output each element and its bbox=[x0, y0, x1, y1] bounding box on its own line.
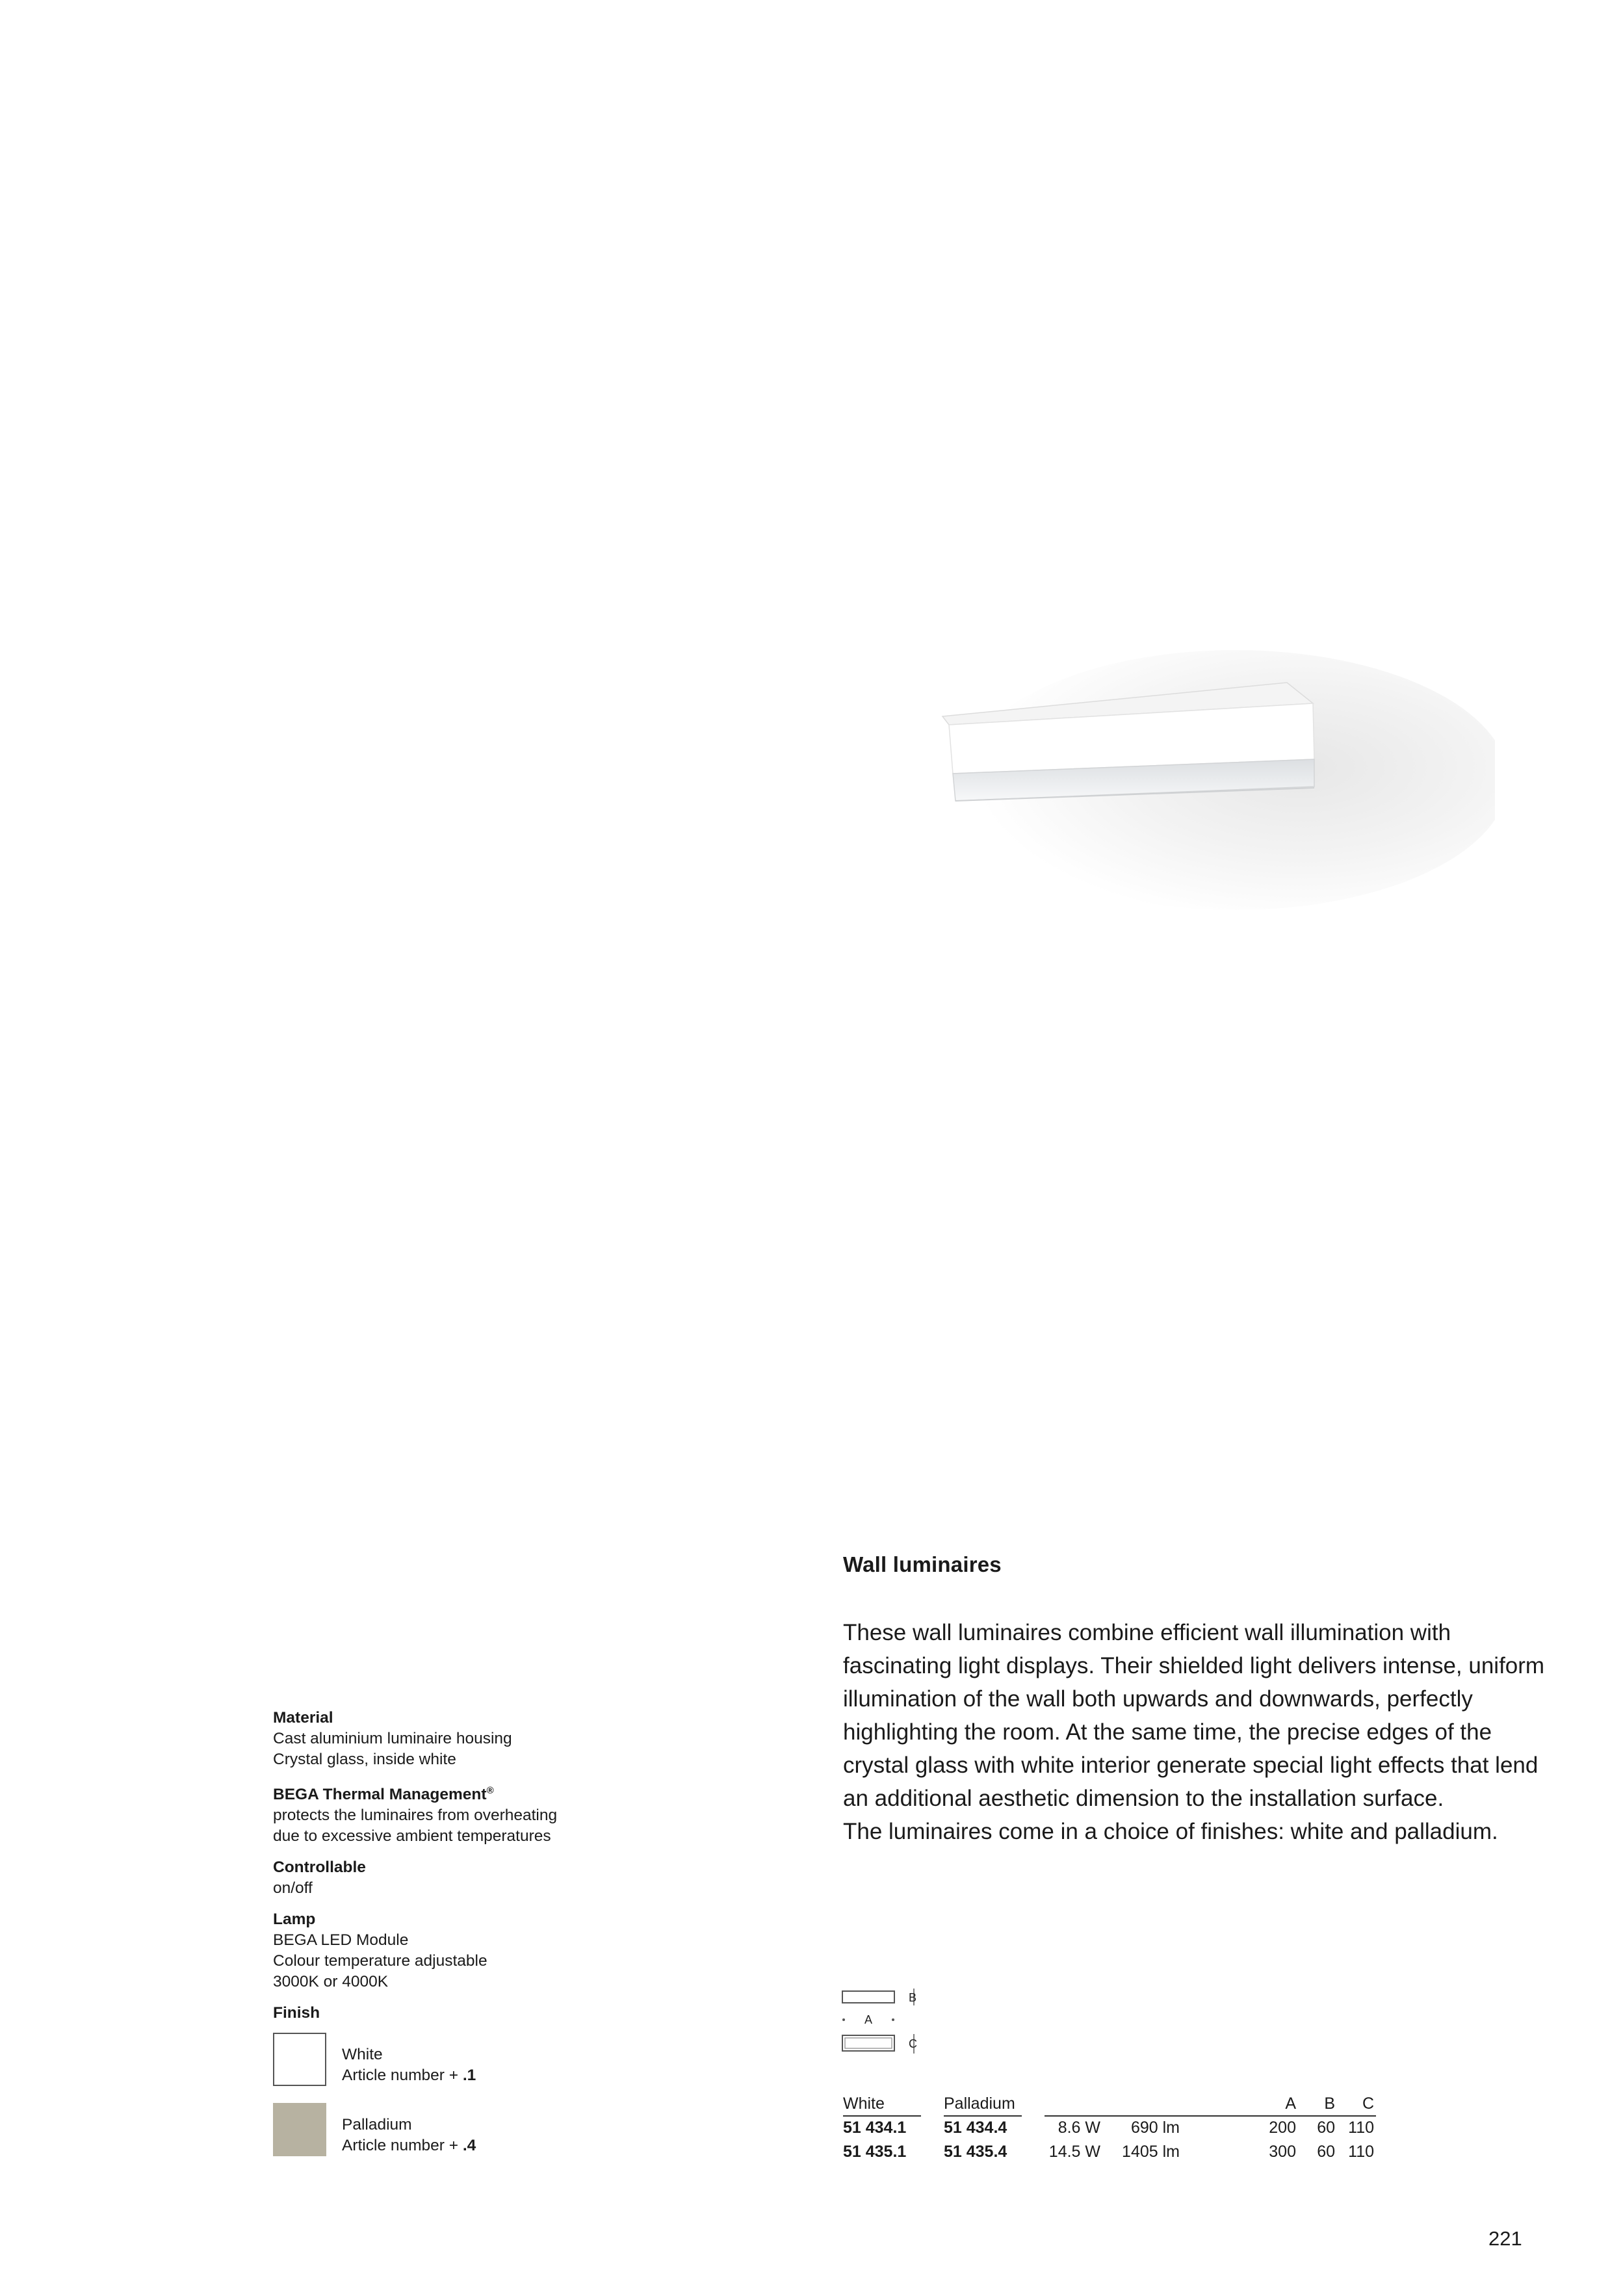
article-suffix: .1 bbox=[462, 2067, 476, 2085]
cell-lumen: 1405 lm bbox=[1122, 2143, 1180, 2161]
spec-finish bbox=[273, 2003, 611, 2161]
dim-label-c: C bbox=[909, 2037, 917, 2050]
spec-material-title: Material bbox=[273, 1709, 333, 1727]
cell-palladium-article: 51 434.4 bbox=[944, 2119, 1007, 2137]
spec-lamp bbox=[273, 1909, 611, 1992]
header-underline bbox=[1045, 2115, 1376, 2117]
spec-finish-title: Finish bbox=[273, 2004, 320, 2022]
spec-control bbox=[273, 1857, 611, 1899]
spec-thermal bbox=[273, 1781, 611, 1847]
spec-material-line: Cast aluminium luminaire housing bbox=[273, 1730, 512, 1747]
article-suffix: .4 bbox=[462, 2137, 476, 2155]
cell-white-article: 51 435.1 bbox=[843, 2143, 907, 2161]
finish-text bbox=[342, 2044, 476, 2086]
cell-white-article: 51 434.1 bbox=[843, 2119, 907, 2137]
cell-lumen: 690 lm bbox=[1130, 2119, 1180, 2137]
dim-dot bbox=[892, 2018, 894, 2021]
finish-option-palladium bbox=[273, 2103, 611, 2161]
spec-lamp-line: 3000K or 4000K bbox=[273, 1973, 389, 1991]
col-header-c: C bbox=[1362, 2094, 1374, 2113]
registered-mark: ® bbox=[486, 1785, 494, 1796]
header-underline bbox=[843, 2115, 921, 2117]
diagram-front-inner bbox=[845, 2038, 892, 2048]
cell-a: 200 bbox=[1269, 2119, 1296, 2137]
section-heading: Wall luminaires bbox=[843, 1552, 1002, 1576]
finish-article bbox=[342, 2135, 476, 2156]
spec-control-line: on/off bbox=[273, 1879, 313, 1898]
spec-thermal-line: due to excessive ambient temperatures bbox=[273, 1827, 551, 1846]
spec-control-title: Controllable bbox=[273, 1859, 366, 1877]
dim-label-a: A bbox=[864, 2013, 873, 2026]
article-prefix: Article number + bbox=[342, 2137, 463, 2155]
spec-lamp-line: BEGA LED Module bbox=[273, 1931, 409, 1950]
finish-text bbox=[342, 2115, 476, 2156]
intro-text bbox=[843, 1616, 1545, 1848]
thermal-title-text: BEGA Thermal Management bbox=[273, 1786, 487, 1804]
cell-a: 300 bbox=[1269, 2143, 1296, 2161]
cell-watt: 8.6 W bbox=[1058, 2119, 1100, 2137]
article-prefix: Article number + bbox=[342, 2067, 463, 2085]
spec-thermal-title bbox=[273, 1781, 611, 1805]
spec-thermal-line: protects the luminaires from overheating bbox=[273, 1807, 558, 1825]
cell-c: 110 bbox=[1348, 2119, 1374, 2137]
intro-paragraph: These wall luminaires combine efficient wall illumination with fascinating light displays. Their shielded light delivers intense, uniform illumination of the wall both upwards and downwards, perfectly highlighting the room. At the same time, the precise edges of the crystal glass with white interior generate special light effects that lend an additional aesthetic dimension to the installation surface. bbox=[843, 1620, 1545, 1811]
header-underline bbox=[944, 2115, 1022, 2117]
cell-b: 60 bbox=[1317, 2119, 1335, 2137]
finish-name: White bbox=[342, 2046, 383, 2064]
col-header-b: B bbox=[1324, 2094, 1335, 2113]
product-photo bbox=[923, 650, 1495, 923]
cell-palladium-article: 51 435.4 bbox=[944, 2143, 1007, 2161]
spec-material-line: Crystal glass, inside white bbox=[273, 1751, 456, 1768]
cell-b: 60 bbox=[1317, 2143, 1335, 2161]
specifications bbox=[273, 1708, 611, 2172]
col-header-a: A bbox=[1285, 2094, 1296, 2113]
dimension-diagram bbox=[841, 1979, 932, 2057]
intro-finish-note: The luminaires come in a choice of finishes: white and palladium. bbox=[843, 1819, 1498, 1844]
cell-watt: 14.5 W bbox=[1048, 2143, 1100, 2161]
dim-label-b: B bbox=[909, 1991, 917, 2004]
spec-lamp-title: Lamp bbox=[273, 1911, 316, 1929]
finish-swatch-palladium bbox=[273, 2103, 326, 2156]
diagram-top-view bbox=[842, 1991, 894, 2003]
cell-c: 110 bbox=[1348, 2143, 1374, 2161]
finish-article bbox=[342, 2065, 476, 2086]
page-number: 221 bbox=[1488, 2227, 1522, 2250]
spec-material bbox=[273, 1708, 611, 1770]
finish-option-white bbox=[273, 2033, 611, 2091]
finish-name: Palladium bbox=[342, 2116, 412, 2134]
spec-lamp-line: Colour temperature adjustable bbox=[273, 1952, 487, 1970]
finish-swatch-white bbox=[273, 2033, 326, 2086]
col-header-white: White bbox=[843, 2094, 885, 2113]
col-header-palladium: Palladium bbox=[944, 2094, 1015, 2113]
dim-dot bbox=[842, 2018, 845, 2021]
